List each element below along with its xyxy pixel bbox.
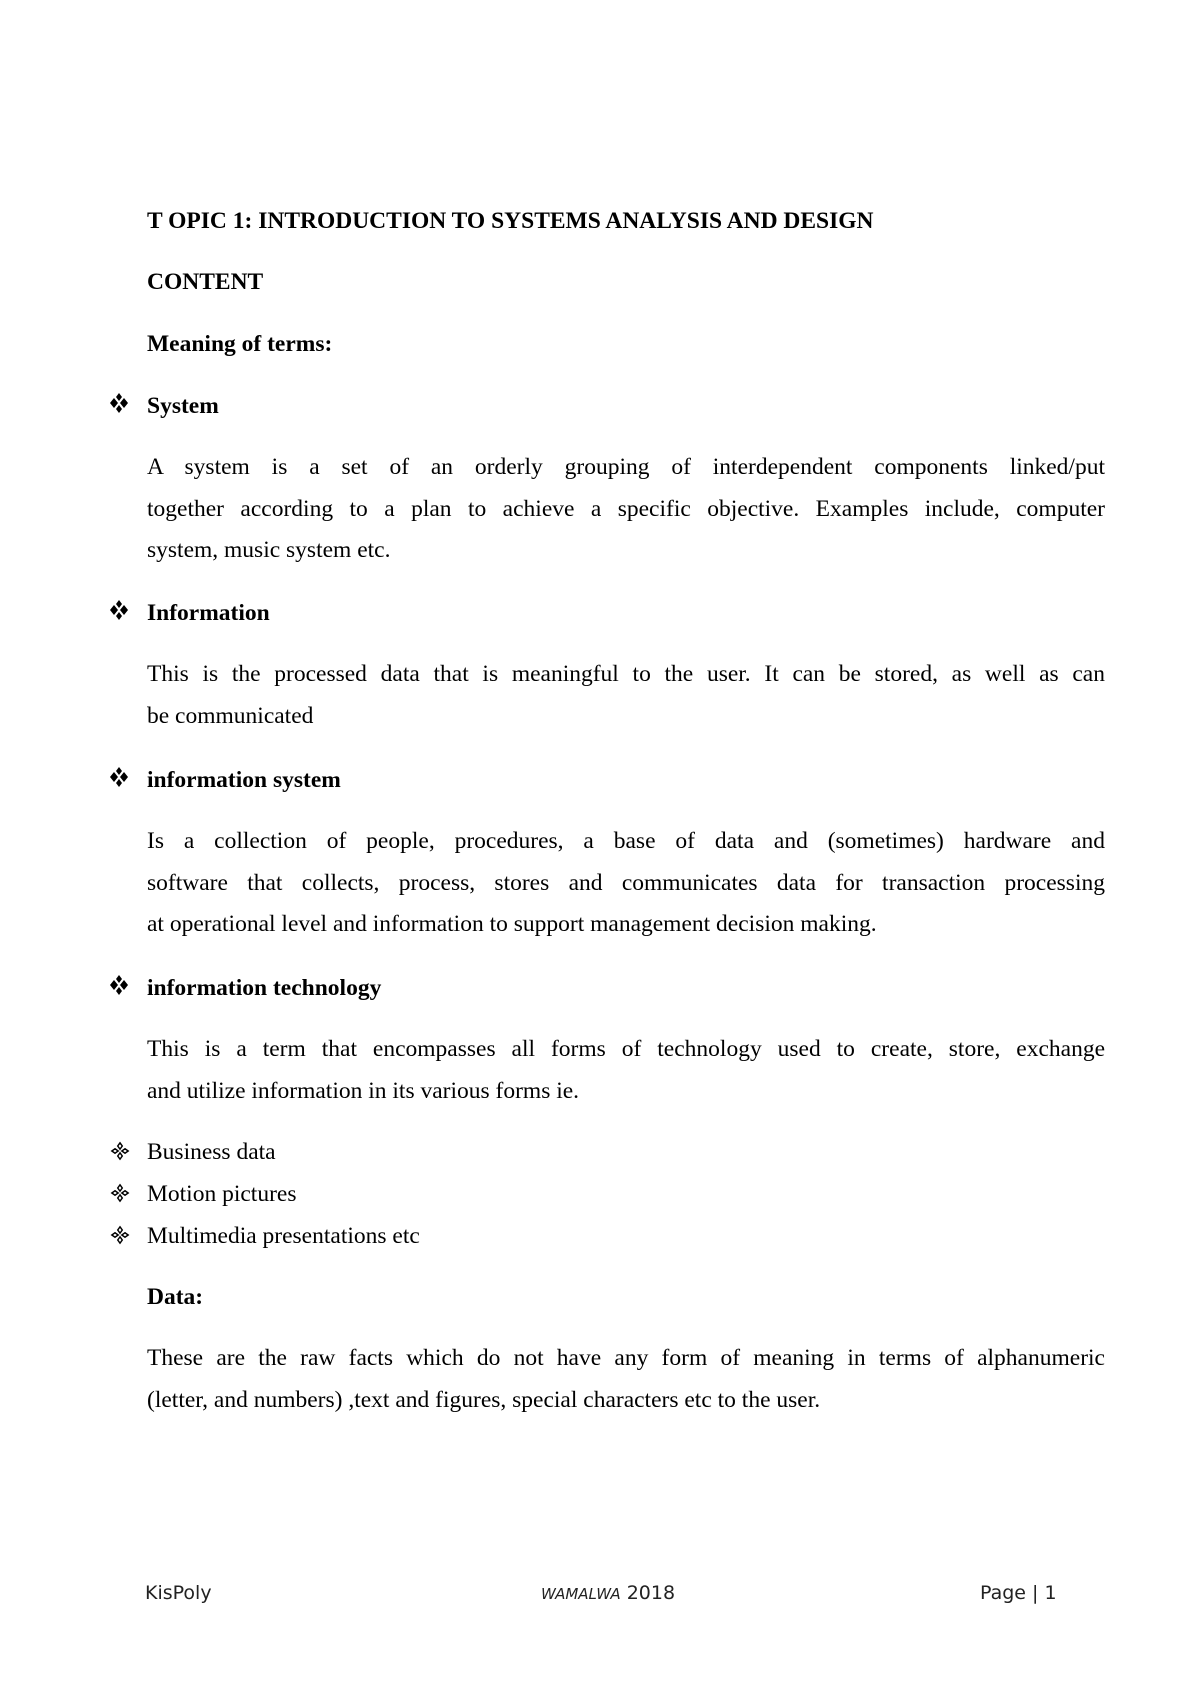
term-system: System xyxy=(147,393,219,419)
text-line: This is the processed data that is meaningful to the user. It can be stored, as well as can xyxy=(147,661,1105,687)
outline-diamond-bullet-icon xyxy=(110,1225,130,1245)
content-label: CONTENT xyxy=(147,269,264,295)
terms-heading: Meaning of terms: xyxy=(147,331,333,357)
definition-information-system xyxy=(147,821,1105,946)
footer-left: KisPoly xyxy=(145,1582,212,1604)
footer-center xyxy=(541,1581,675,1606)
text-line: software that collects, process, stores and communicates data for transaction processing xyxy=(147,869,1105,896)
footer-page-label: Page xyxy=(980,1582,1026,1604)
term-information-technology: information technology xyxy=(147,975,382,1001)
diamond-bullet-icon xyxy=(108,392,130,414)
footer-separator: | xyxy=(1032,1582,1039,1604)
definition-system xyxy=(147,447,1105,572)
footer-page-value: 1 xyxy=(1044,1582,1057,1604)
definition-information xyxy=(147,654,1105,737)
diamond-bullet-icon xyxy=(108,599,130,621)
footer-year: 2018 xyxy=(626,1582,676,1604)
diamond-bullet-icon xyxy=(108,974,130,996)
sub-bullet-item: Multimedia presentations etc xyxy=(147,1223,420,1249)
footer-page-number xyxy=(980,1581,1057,1605)
text-line: This is a term that encompasses all forms of technology used to create, store, exchange xyxy=(147,1036,1105,1062)
text-line: at operational level and information to support management decision making. xyxy=(147,911,877,937)
page-title: T OPIC 1: INTRODUCTION TO SYSTEMS ANALYSIS AND DESIGN xyxy=(147,208,874,234)
sub-bullet-item: Business data xyxy=(147,1139,276,1165)
text-line: system, music system etc. xyxy=(147,537,391,563)
text-line: A system is a set of an orderly grouping of interdependent components linked/put xyxy=(147,454,1105,480)
text-line: These are the raw facts which do not have any form of meaning in terms of alphanumeric xyxy=(147,1345,1105,1371)
outline-diamond-bullet-icon xyxy=(110,1183,130,1203)
text-line: and utilize information in its various forms ie. xyxy=(147,1077,580,1104)
text-line: (letter, and numbers) ,text and figures, special characters etc to the user. xyxy=(147,1386,821,1413)
term-data: Data: xyxy=(147,1284,204,1310)
text-line: Is a collection of people, procedures, a base of data and (sometimes) hardware and xyxy=(147,828,1105,854)
footer-author: WAMALWA xyxy=(541,1585,621,1603)
sub-bullet-item: Motion pictures xyxy=(147,1181,297,1207)
diamond-bullet-icon xyxy=(108,766,130,788)
outline-diamond-bullet-icon xyxy=(110,1141,130,1161)
text-line: be communicated xyxy=(147,702,314,729)
definition-data xyxy=(147,1338,1105,1421)
term-information-system: information system xyxy=(147,767,341,793)
text-line: together according to a plan to achieve a specific objective. Examples include, computer xyxy=(147,495,1105,522)
definition-information-technology xyxy=(147,1029,1105,1112)
term-information: Information xyxy=(147,600,270,626)
